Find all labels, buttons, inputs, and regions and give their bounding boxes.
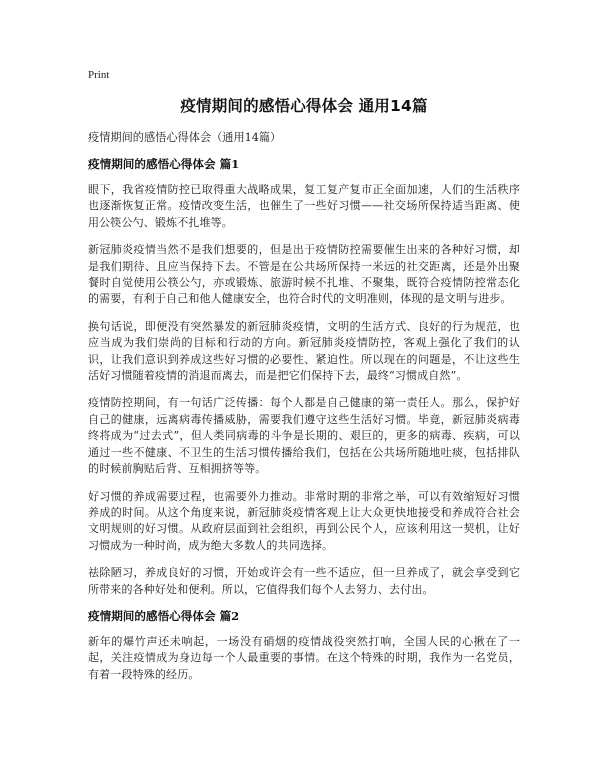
section-2 <box>88 609 520 683</box>
paragraph: 疫情防控期间，有一句话广泛传播：每个人都是自己健康的第一责任人。那么，保护好自己的健康，远离病毒传播威胁，需要我们遵守这些生活好习惯。毕竟，新冠肺炎病毒终将成为“过去式”，但人类同病毒的斗争是长期的、艰巨的，更多的病毒、疾病，可以通过一些不健康、不卫生的生活习惯传播给我们，包括在公共场所随地吐痰，包括排队的时候前胸贴后背、互相拥挤等等。 <box>88 396 520 476</box>
print-label[interactable]: Print <box>88 69 110 81</box>
section-heading: 疫情期间的感悟心得体会 篇1 <box>88 157 240 171</box>
paragraph: 眼下，我省疫情防控已取得重大战略成果，复工复产复市正全面加速，人们的生活秩序也逐渐恢复正常。疫情改变生活，也催生了一些好习惯——社交场所保持适当距离、使用公筷公勺、锻炼不扎堆等。 <box>88 183 520 229</box>
subtitle: 疫情期间的感悟心得体会（通用14篇） <box>88 131 282 144</box>
page-title: 疫情期间的感悟心得体会 通用14篇 <box>180 97 428 115</box>
paragraph: 新年的爆竹声还未响起，一场没有硝烟的疫情战役突然打响，全国人民的心揪在了一起，关注疫情成为身边每一个人最重要的事情。在这个特殊的时期，我作为一名党员，有着一段特殊的经历。 <box>88 634 520 681</box>
paragraph: 新冠肺炎疫情当然不是我们想要的，但是出于疫情防控需要催生出来的各种好习惯，却是我们期待、且应当保持下去。不管是在公共场所保持一米远的社交距离，还是外出聚餐时自觉使用公筷公勺，亦或锻炼、旅游时候不扎堆、不聚集，既符合疫情防控常态化的需要，有利于自己和他人健康安全，也符合时代的文明准则，体现的是文明与进步。 <box>88 243 520 306</box>
paragraph: 换句话说，即便没有突然暴发的新冠肺炎疫情，文明的生活方式、良好的行为规范，也应当成为我们崇尚的目标和行动的方向。新冠肺炎疫情防控，客观上强化了我们的认识，让我们意识到养成这些好习惯的必要性、紧迫性。所以现在的问题是，不让这些生活好习惯随着疫情的消退而离去，而是把它们保持下去，最终“习惯成自然”。 <box>88 319 520 383</box>
paragraph: 祛除陋习，养成良好的习惯，开始或许会有一些不适应，但一旦养成了，就会享受到它所带来的各种好处和便利。所以，它值得我们每个人去努力、去付出。 <box>88 566 520 596</box>
section-heading: 疫情期间的感悟心得体会 篇2 <box>88 608 240 623</box>
section-1 <box>88 157 520 598</box>
document-page <box>88 68 520 694</box>
paragraph: 好习惯的养成需要过程，也需要外力推动。非常时期的非常之举，可以有效缩短好习惯养成的时间。从这个角度来说，新冠肺炎疫情客观上让大众更快地接受和养成符合社会文明规则的好习惯。从政府层面到社会组织，再到公民个人，应该利用这一契机，让好习惯成为一种时尚，成为绝大多数人的共同选择。 <box>88 489 520 552</box>
